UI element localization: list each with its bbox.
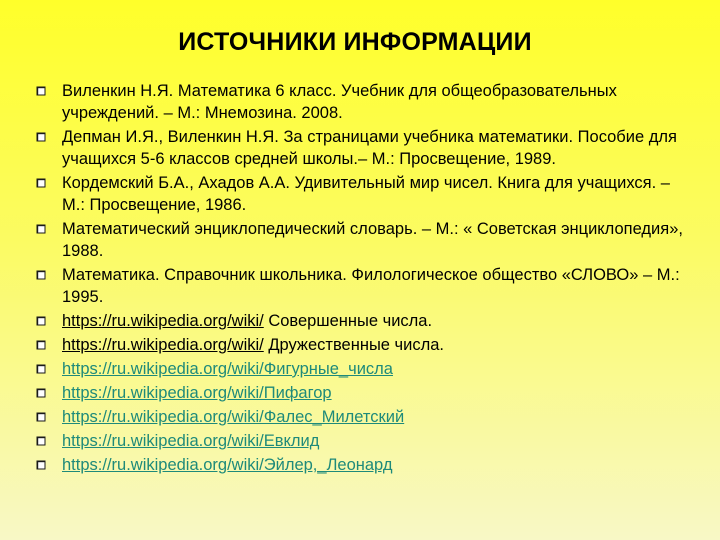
checkbox-square-icon (36, 270, 46, 280)
checkbox-square-icon (36, 132, 46, 142)
source-item (36, 310, 696, 332)
source-item (36, 358, 696, 380)
checkbox-square-icon (36, 178, 46, 188)
source-item (36, 382, 696, 404)
source-link[interactable]: https://ru.wikipedia.org/wiki/Пифагор (62, 384, 332, 402)
checkbox-square-icon (36, 436, 46, 446)
source-item (36, 126, 696, 170)
checkbox-square-icon (36, 316, 46, 326)
sources-list (36, 80, 696, 478)
source-item (36, 334, 696, 356)
source-link[interactable]: https://ru.wikipedia.org/wiki/ (62, 336, 264, 354)
source-text: Математика. Справочник школьника. Филологическое общество «СЛОВО» – М.: 1995. (62, 266, 680, 306)
source-item (36, 406, 696, 428)
source-item (36, 430, 696, 452)
source-text: Депман И.Я., Виленкин Н.Я. За страницами учебника математики. Пособие для учащихся 5-6 классов средней школы.– М.: Просвещение, 1989. (62, 128, 677, 168)
source-link-suffix: Совершенные числа. (263, 312, 433, 330)
source-item (36, 172, 696, 216)
checkbox-square-icon (36, 224, 46, 234)
source-item (36, 454, 696, 476)
source-text: Виленкин Н.Я. Математика 6 класс. Учебник для общеобразовательных учреждений. – М.: Мнемозина. 2008. (62, 82, 617, 122)
checkbox-square-icon (36, 364, 46, 374)
page-title: ИСТОЧНИКИ ИНФОРМАЦИИ (178, 28, 532, 56)
checkbox-square-icon (36, 340, 46, 350)
source-link-suffix: Дружественные числа. (263, 336, 445, 354)
checkbox-square-icon (36, 460, 46, 470)
source-item (36, 264, 696, 308)
source-item (36, 80, 696, 124)
source-link[interactable]: https://ru.wikipedia.org/wiki/ (62, 312, 264, 330)
source-link[interactable]: https://ru.wikipedia.org/wiki/Фалес_Милетский (62, 408, 405, 426)
source-text: Кордемский Б.А., Ахадов А.А. Удивительный мир чисел. Книга для учащихся. – М.: Просвещение, 1986. (62, 174, 670, 214)
checkbox-square-icon (36, 388, 46, 398)
checkbox-square-icon (36, 86, 46, 96)
source-link[interactable]: https://ru.wikipedia.org/wiki/Евклид (62, 432, 320, 450)
source-link[interactable]: https://ru.wikipedia.org/wiki/Фигурные_числа (62, 360, 393, 378)
source-text: Математический энциклопедический словарь. – М.: « Советская энциклопедия», 1988. (62, 220, 683, 260)
checkbox-square-icon (36, 412, 46, 422)
source-link[interactable]: https://ru.wikipedia.org/wiki/Эйлер,_Леонард (62, 456, 393, 474)
source-item (36, 218, 696, 262)
